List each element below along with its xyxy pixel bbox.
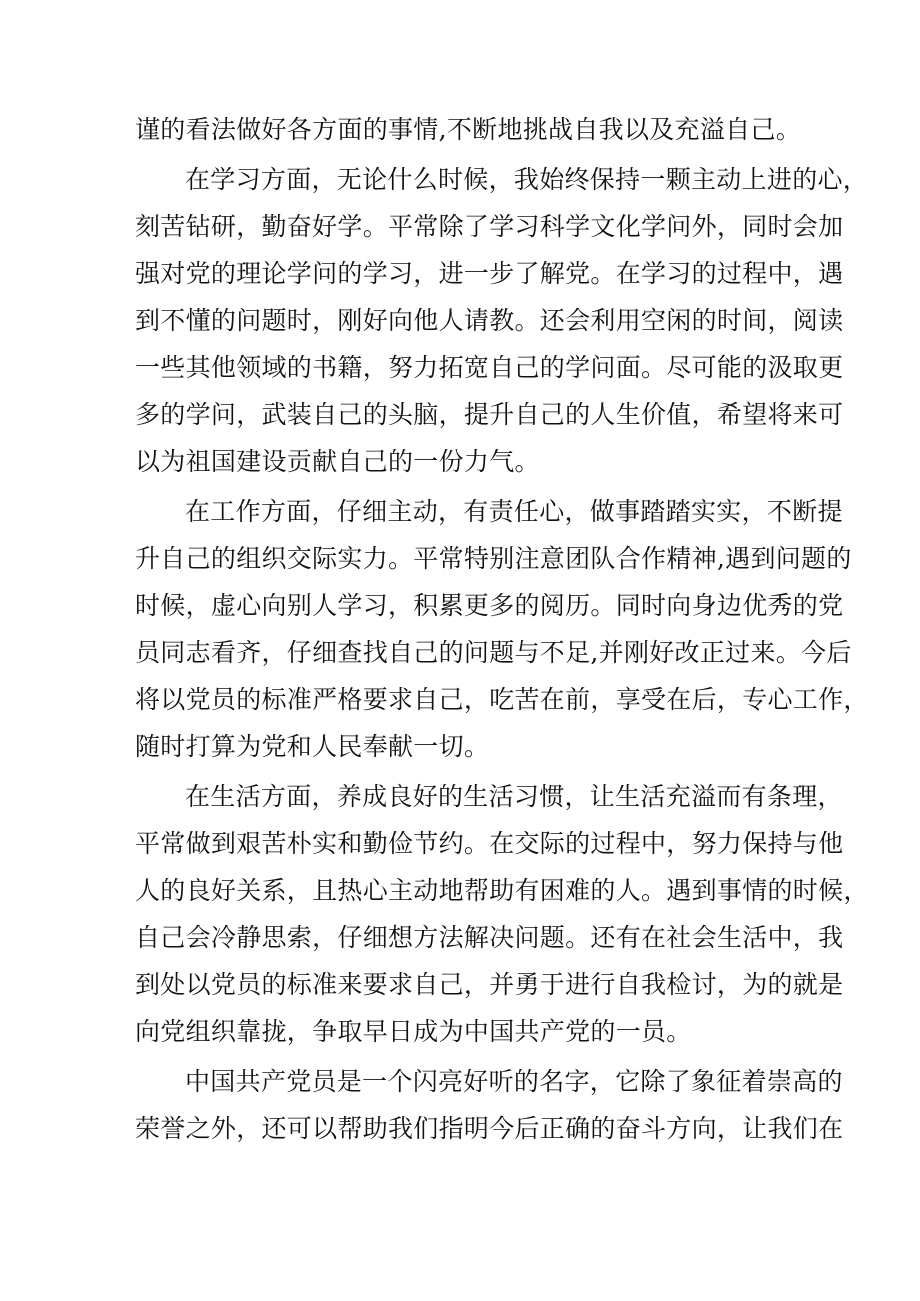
paragraph-4: [135, 773, 869, 1055]
text-line: 人的良好关系，且热心主动地帮助有困难的人。遇到事情的时候，: [135, 876, 869, 905]
text-line: 在工作方面，仔细主动，有责任心，做事踏踏实实，不断提: [185, 497, 843, 526]
text-line: 平常做到艰苦朴实和勤俭节约。在交际的过程中，努力保持与他: [135, 829, 844, 858]
text-line: 强对党的理论学问的学习，进一步了解党。在学习的过程中，遇: [135, 259, 844, 288]
paragraph-3: [135, 488, 869, 770]
text-line: 刻苦钻研，勤奋好学。平常除了学习科学文化学问外，同时会加: [135, 212, 844, 241]
text-line: 员同志看齐，仔细查找自己的问题与不足,并刚好改正过来。今后: [135, 638, 852, 667]
text-line: 在生活方面，养成良好的生活习惯，让生活充溢而有条理，: [185, 782, 843, 811]
document-body: [135, 106, 869, 1155]
text-line: 以为祖国建设贡献自己的一份力气。: [135, 447, 540, 476]
text-line: 谨的看法做好各方面的事情,不断地挑战自我以及充溢自己。: [135, 115, 802, 144]
text-line: 向党组织靠拢，争取早日成为中国共产党的一员。: [135, 1017, 692, 1046]
text-line: 到处以党员的标准来要求自己，并勇于进行自我检讨，为的就是: [135, 970, 844, 999]
text-line: 多的学问，武装自己的头脑，提升自己的人生价值，希望将来可: [135, 400, 844, 429]
text-line: 荣誉之外，还可以帮助我们指明今后正确的奋斗方向，让我们在: [135, 1114, 844, 1143]
paragraph-5: [135, 1058, 844, 1152]
paragraph-2: [135, 156, 869, 485]
paragraph-1: [135, 106, 800, 153]
text-line: 在学习方面，无论什么时候，我始终保持一颗主动上进的心，: [185, 165, 869, 194]
text-line: 中国共产党员是一个闪亮好听的名字，它除了象征着崇高的: [185, 1067, 843, 1096]
text-line: 一些其他领域的书籍，努力拓宽自己的学问面。尽可能的汲取更: [135, 353, 844, 382]
text-line: 将以党员的标准严格要求自己，吃苦在前，享受在后，专心工作，: [135, 685, 869, 714]
text-line: 时候，虚心向别人学习，积累更多的阅历。同时向身边优秀的党: [135, 591, 844, 620]
text-line: 到不懂的问题时，刚好向他人请教。还会利用空闲的时间，阅读: [135, 306, 844, 335]
text-line: 自己会冷静思索，仔细想方法解决问题。还有在社会生活中，我: [135, 923, 844, 952]
text-line: 随时打算为党和人民奉献一切。: [135, 732, 490, 761]
text-line: 升自己的组织交际实力。平常特别注意团队合作精神,遇到问题的: [135, 544, 852, 573]
